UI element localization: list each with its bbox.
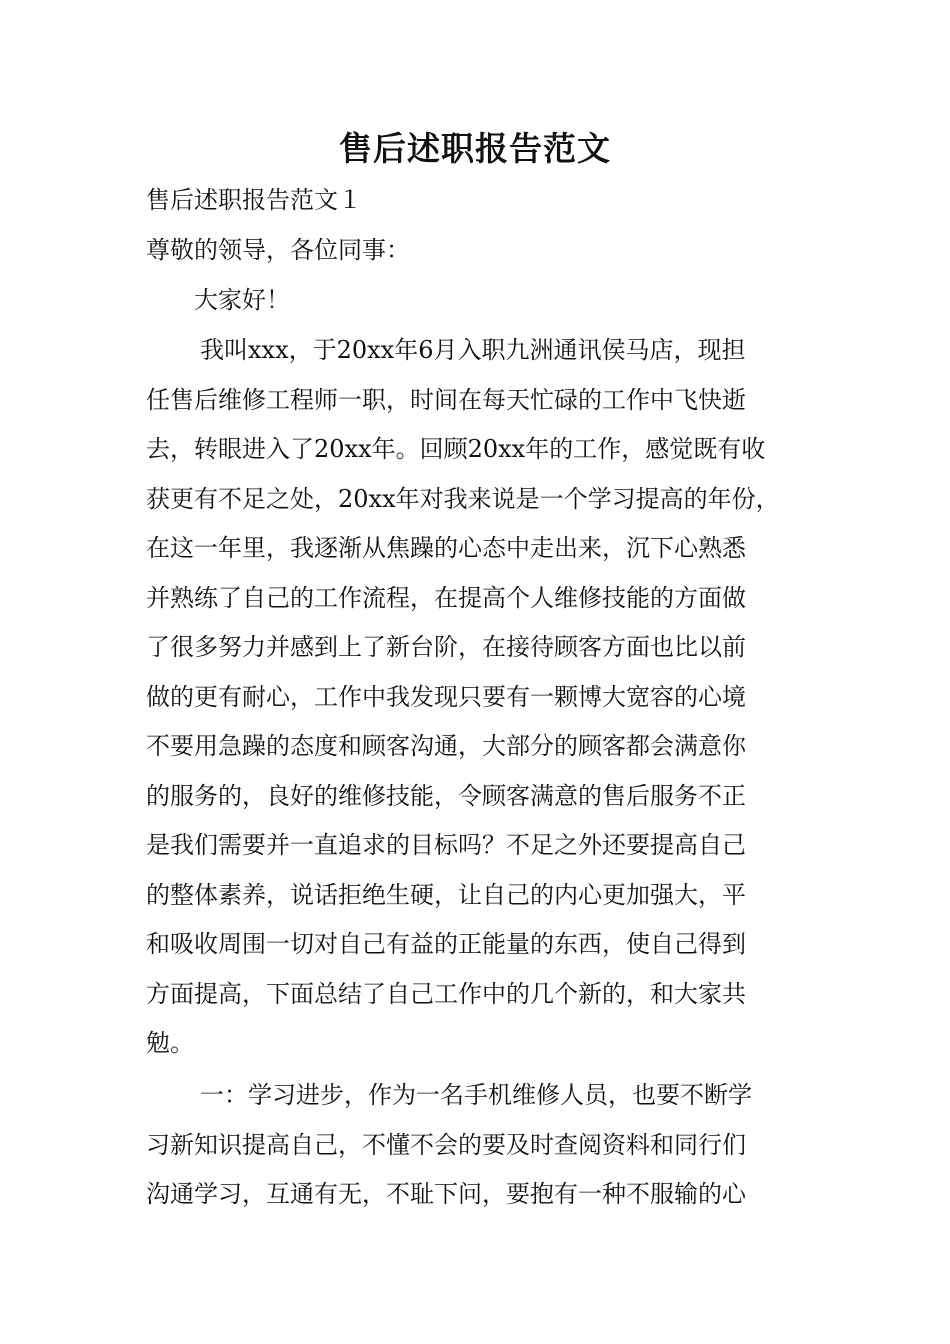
paragraph-line: 沟通学习，互通有无，不耻下问，要抱有一种不服输的心 xyxy=(146,1180,746,1208)
paragraph-line: 不要用急躁的态度和顾客沟通，大部分的顾客都会满意你 xyxy=(146,732,746,760)
paragraph-line: 做的更有耐心，工作中我发现只要有一颗博大宽容的心境 xyxy=(146,683,746,711)
paragraph-line: 一：学习进步，作为一名手机维修人员，也要不断学 xyxy=(200,1081,752,1109)
paragraph-line: 了很多努力并感到上了新台阶，在接待顾客方面也比以前 xyxy=(146,633,746,661)
paragraph-line: 和吸收周围一切对自己有益的正能量的东西，使自己得到 xyxy=(146,930,746,958)
section-heading: 售后述职报告范文１ xyxy=(146,186,362,214)
paragraph-line: 任售后维修工程师一职，时间在每天忙碌的工作中飞快逝 xyxy=(146,386,746,414)
paragraph-line: 习新知识提高自己，不懂不会的要及时查阅资料和同行们 xyxy=(146,1131,746,1159)
paragraph-line: 的整体素养，说话拒绝生硬，让自己的内心更加强大，平 xyxy=(146,881,746,909)
greeting: 大家好！ xyxy=(194,286,290,314)
paragraph-line: 获更有不足之处，20xx年对我来说是一个学习提高的年份， xyxy=(146,485,780,513)
paragraph-line: 的服务的，良好的维修技能，令顾客满意的售后服务不正 xyxy=(146,782,746,810)
paragraph-line: 是我们需要并一直追求的目标吗？不足之外还要提高自己 xyxy=(146,831,746,859)
paragraph-line: 并熟练了自己的工作流程，在提高个人维修技能的方面做 xyxy=(146,584,746,612)
document-title: 售后述职报告范文 xyxy=(339,129,611,168)
paragraph-line: 在这一年里，我逐渐从焦躁的心态中走出来，沉下心熟悉 xyxy=(146,534,746,562)
paragraph-line: 我叫xxx，于20xx年6月入职九洲通讯侯马店，现担 xyxy=(200,336,746,364)
paragraph-line: 去，转眼进入了20xx年。回顾20xx年的工作，感觉既有收 xyxy=(146,435,766,463)
salutation: 尊敬的领导，各位同事： xyxy=(146,236,410,264)
paragraph-line: 勉。 xyxy=(146,1029,194,1057)
paragraph-line: 方面提高，下面总结了自己工作中的几个新的，和大家共 xyxy=(146,980,746,1008)
